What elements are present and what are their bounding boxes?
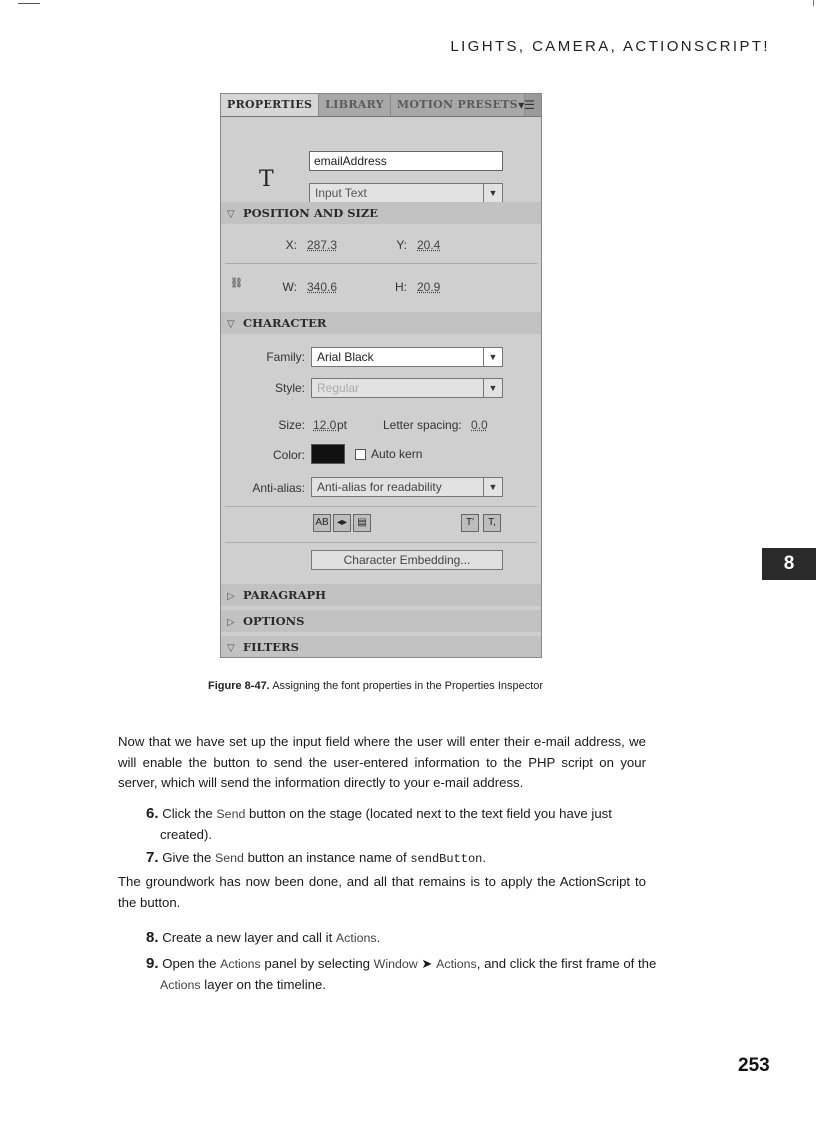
- font-style-select[interactable]: [311, 378, 503, 398]
- divider: [225, 263, 537, 264]
- step-number: 9.: [146, 955, 159, 972]
- anti-alias-label: Anti-alias:: [252, 481, 305, 495]
- corner-tick: [813, 0, 814, 6]
- step-text: .: [376, 930, 381, 945]
- panel-menu-icon[interactable]: ▾☰: [518, 98, 535, 112]
- section-filters[interactable]: [221, 636, 541, 658]
- step-7: [146, 848, 660, 870]
- selectable-text-icon[interactable]: AB: [313, 514, 331, 532]
- section-title: OPTIONS: [243, 614, 305, 628]
- section-title: CHARACTER: [243, 316, 327, 330]
- text-type-value: Input Text: [315, 186, 367, 200]
- body-paragraph: Now that we have set up the input field where the user will enter their e-mail address, we will enable the button to send the user-entered information to the PHP script on your server, which will send the information directly to your e-mail address.: [118, 734, 646, 790]
- figure-caption: [208, 679, 548, 693]
- subscript-icon[interactable]: T,: [483, 514, 501, 532]
- chevron-down-icon: ▼: [483, 379, 502, 397]
- step-number: 6.: [146, 805, 159, 822]
- step-8: [146, 928, 660, 949]
- step-text: .: [482, 850, 487, 865]
- section-title: POSITION AND SIZE: [243, 206, 379, 220]
- figure-label: Figure 8-47.: [208, 680, 270, 692]
- page-number: 253: [738, 1055, 770, 1076]
- tab-properties[interactable]: PROPERTIES: [221, 94, 319, 116]
- superscript-icon[interactable]: T': [461, 514, 479, 532]
- section-paragraph[interactable]: [221, 584, 541, 606]
- ui-term: Actions: [160, 977, 201, 992]
- expanded-triangle-icon: ▽: [227, 319, 235, 330]
- section-title: FILTERS: [243, 640, 299, 654]
- collapsed-triangle-icon: ▷: [227, 617, 235, 628]
- step-text: Give the: [162, 850, 215, 865]
- menu-arrow-icon: ➤: [417, 956, 437, 971]
- properties-panel: [220, 93, 542, 658]
- step-text: button on the stage (located next to the text field you have just created).: [160, 806, 612, 842]
- step-text: Open the: [162, 956, 221, 971]
- ui-term: Actions: [220, 957, 261, 971]
- tab-library[interactable]: LIBRARY: [319, 94, 391, 116]
- font-style-value: Regular: [317, 381, 360, 395]
- instance-name-input[interactable]: emailAddress: [309, 151, 503, 171]
- step-9: [146, 954, 660, 995]
- divider: [225, 542, 537, 543]
- chapter-tab: 8: [762, 548, 816, 580]
- running-head: LIGHTS, CAMERA, ACTIONSCRIPT!: [450, 38, 770, 55]
- anti-alias-value: Anti-alias for readability: [317, 480, 442, 494]
- anti-alias-select[interactable]: [311, 477, 503, 497]
- step-text: panel by selecting: [260, 956, 374, 971]
- step-text: layer on the timeline.: [200, 976, 326, 992]
- character-embedding-button[interactable]: Character Embedding...: [311, 550, 503, 570]
- divider: [225, 506, 537, 507]
- step-text: Create a new layer and call it: [162, 930, 336, 945]
- x-label: X:: [285, 238, 297, 252]
- text-color-swatch[interactable]: [311, 444, 345, 464]
- step-number: 7.: [146, 849, 159, 866]
- step-text: Click the: [162, 806, 217, 821]
- render-as-html-icon[interactable]: ◂▸: [333, 514, 351, 532]
- auto-kern-label: Auto kern: [371, 447, 423, 461]
- show-border-icon[interactable]: ▤: [353, 514, 371, 532]
- collapsed-triangle-icon: ▷: [227, 591, 235, 602]
- lock-proportions-icon[interactable]: ⛓: [230, 278, 243, 289]
- chevron-down-icon: ▼: [483, 184, 502, 202]
- instance-section: [221, 117, 541, 207]
- auto-kern-checkbox[interactable]: [355, 449, 366, 460]
- section-options[interactable]: [221, 610, 541, 632]
- figure-caption-text: Assigning the font properties in the Properties Inspector: [272, 680, 544, 692]
- chevron-down-icon: ▼: [483, 478, 502, 496]
- step-text: button an instance name of: [243, 850, 411, 865]
- letter-spacing-label: Letter spacing:: [383, 418, 462, 432]
- chevron-down-icon: ▼: [483, 348, 502, 366]
- ui-term: Send: [216, 807, 246, 821]
- letter-spacing-value[interactable]: 0.0: [471, 418, 488, 432]
- size-value[interactable]: 12.0: [313, 418, 337, 432]
- step-number: 8.: [146, 929, 159, 946]
- section-title: PARAGRAPH: [243, 588, 327, 602]
- section-character[interactable]: [221, 312, 541, 334]
- section-position-and-size[interactable]: [221, 202, 541, 224]
- code-term: sendButton: [410, 852, 483, 866]
- w-label: W:: [282, 280, 297, 294]
- w-value[interactable]: 340.6: [307, 280, 338, 294]
- size-label: Size:: [278, 418, 305, 432]
- step-text: , and click the first frame of the: [476, 956, 657, 971]
- body-paragraph: The groundwork has now been done, and all that remains is to apply the ActionScript to the button.: [118, 874, 646, 910]
- ui-term: Window: [373, 957, 418, 971]
- step-6: [146, 804, 660, 845]
- expanded-triangle-icon: ▽: [227, 643, 235, 654]
- tab-motion-presets[interactable]: MOTION PRESETS: [391, 94, 525, 116]
- h-value[interactable]: 20.9: [417, 280, 441, 294]
- size-unit: pt: [337, 418, 348, 432]
- y-value[interactable]: 20.4: [417, 238, 441, 252]
- corner-rule: [18, 3, 40, 4]
- text-type-select[interactable]: [309, 183, 503, 203]
- family-label: Family:: [266, 350, 305, 364]
- ui-term: Send: [214, 851, 244, 865]
- ui-term: Actions: [335, 931, 377, 945]
- font-family-value: Arial Black: [317, 350, 374, 364]
- y-label: Y:: [396, 238, 407, 252]
- text-tool-icon: T: [259, 167, 274, 192]
- color-label: Color:: [272, 448, 305, 462]
- h-label: H:: [395, 280, 407, 294]
- style-label: Style:: [274, 381, 305, 395]
- panel-tabs: [221, 94, 541, 117]
- expanded-triangle-icon: ▽: [227, 209, 235, 220]
- font-family-select[interactable]: [311, 347, 503, 367]
- ui-term: Actions: [436, 957, 477, 971]
- x-value[interactable]: 287.3: [307, 238, 338, 252]
